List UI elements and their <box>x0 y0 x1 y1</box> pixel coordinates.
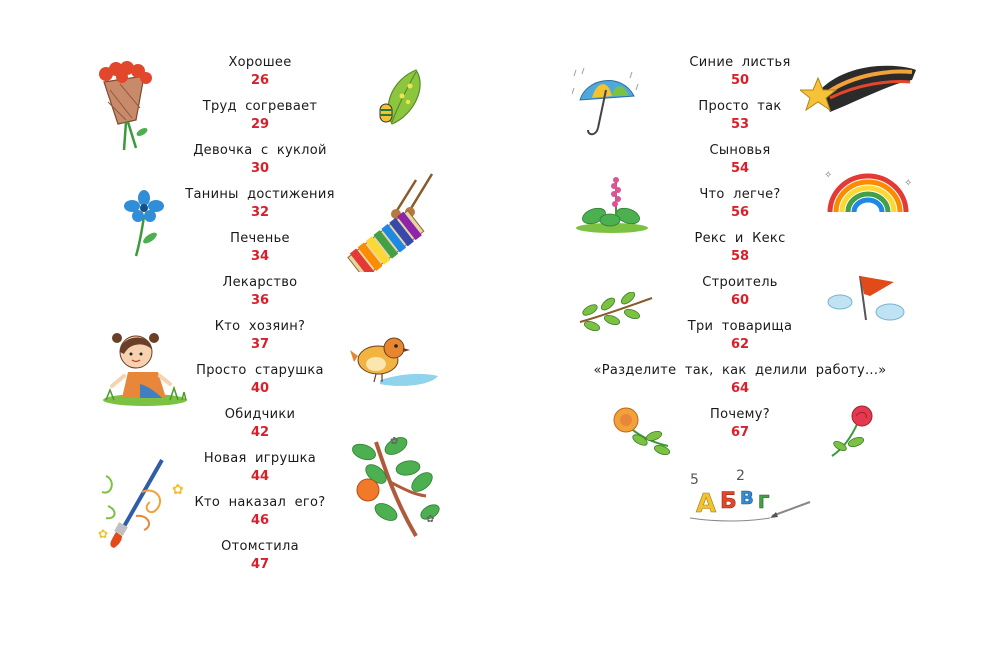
svg-text:✿: ✿ <box>426 514 435 525</box>
toc-entry-title: Что легче? <box>699 187 781 202</box>
svg-text:✿: ✿ <box>98 527 109 541</box>
toc-entry[interactable] <box>160 185 360 229</box>
toc-entry-page: 54 <box>730 161 750 176</box>
toc-entry-title: Кто наказал его? <box>194 495 326 510</box>
svg-text:✿: ✿ <box>172 482 184 498</box>
umbrella-illustration <box>572 66 642 142</box>
girl-illustration <box>100 328 190 408</box>
toc-entry-page: 36 <box>250 293 270 308</box>
toc-entry[interactable] <box>160 405 360 449</box>
toc-entry-page: 67 <box>730 425 750 440</box>
rainbow-illustration <box>824 166 916 220</box>
toc-entry-title: Танины достижения <box>185 187 335 202</box>
svg-text:✿: ✿ <box>390 436 399 447</box>
toc-entry-page: 29 <box>250 117 270 132</box>
toc-entry-title: «Разделите так, как делили работу...» <box>593 363 887 378</box>
toc-entry-page: 60 <box>730 293 750 308</box>
toc-entry-title: Кто хозяин? <box>214 319 306 334</box>
alphabet-letter: Б <box>720 489 737 514</box>
toc-entry-page: 40 <box>250 381 270 396</box>
toc-entry-page: 64 <box>730 381 750 396</box>
toc-entry-page: 62 <box>730 337 750 352</box>
toc-entry-page: 46 <box>250 513 270 528</box>
toc-entry-page: 53 <box>730 117 750 132</box>
toc-entry-page: 26 <box>250 73 270 88</box>
toc-entry-title: Девочка с куклой <box>193 143 327 158</box>
toc-entry-title: Почему? <box>710 407 770 422</box>
toc-entry-page: 30 <box>250 161 270 176</box>
toc-entry-title: Рекс и Кекс <box>694 231 786 246</box>
leaf-illustration <box>372 66 428 130</box>
svg-text:✧: ✧ <box>824 170 833 181</box>
toc-entry[interactable] <box>160 317 360 361</box>
toc-entry-title: Печенье <box>230 231 290 246</box>
toc-entry-title: Строитель <box>702 275 778 290</box>
alphabet-digit: 5 <box>690 472 699 488</box>
toc-entry[interactable] <box>160 361 360 405</box>
toc-entry[interactable] <box>580 361 900 405</box>
green-branch-illustration <box>578 292 654 332</box>
toc-entry-title: Хорошее <box>228 55 292 70</box>
toc-entry-title: Просто старушка <box>196 363 324 378</box>
toc-entry-page: 32 <box>250 205 270 220</box>
xylophone-illustration <box>344 172 440 272</box>
alphabet-pencil-illustration <box>676 462 816 528</box>
toc-entry[interactable] <box>160 141 360 185</box>
svg-text:✧: ✧ <box>904 178 913 189</box>
toc-entry-title: Просто так <box>698 99 782 114</box>
alphabet-digit: 2 <box>736 468 745 484</box>
toc-entry-page: 42 <box>250 425 270 440</box>
orange-flower-illustration <box>610 404 674 458</box>
toc-entry-page: 56 <box>730 205 750 220</box>
grass-flower-illustration <box>572 172 650 236</box>
toc-entry[interactable] <box>160 273 360 317</box>
toc-entry-title: Новая игрушка <box>203 451 317 466</box>
apple-branch-illustration <box>346 432 442 544</box>
toc-entry-title: Труд согревает <box>202 99 318 114</box>
toc-entry-page: 37 <box>250 337 270 352</box>
toc-entry[interactable] <box>160 53 360 97</box>
red-rose-illustration <box>828 404 880 460</box>
flower-bouquet-illustration <box>96 60 156 155</box>
alphabet-letter: В <box>740 488 754 509</box>
toc-entry-title: Синие листья <box>689 55 791 70</box>
toc-entry-page: 34 <box>250 249 270 264</box>
shooting-star-illustration <box>800 60 918 126</box>
paintbrush-illustration <box>96 456 192 550</box>
blue-flower-illustration <box>120 190 166 260</box>
flag-clouds-illustration <box>826 272 906 326</box>
toc-entry[interactable] <box>160 229 360 273</box>
toc-entry-title: Отомстила <box>221 539 299 554</box>
toc-entry-page: 50 <box>730 73 750 88</box>
toc-entry[interactable] <box>160 97 360 141</box>
toc-entry-page: 44 <box>250 469 270 484</box>
bird-illustration <box>350 334 440 390</box>
alphabet-letter: Г <box>758 492 770 513</box>
toc-entry-page: 58 <box>730 249 750 264</box>
toc-entry-page: 47 <box>250 557 270 572</box>
alphabet-letter: А <box>696 489 717 519</box>
toc-entry-title: Сыновья <box>709 143 771 158</box>
toc-entry-title: Лекарство <box>222 275 298 290</box>
toc-entry-title: Обидчики <box>224 407 296 422</box>
toc-entry-title: Три товарища <box>687 319 793 334</box>
